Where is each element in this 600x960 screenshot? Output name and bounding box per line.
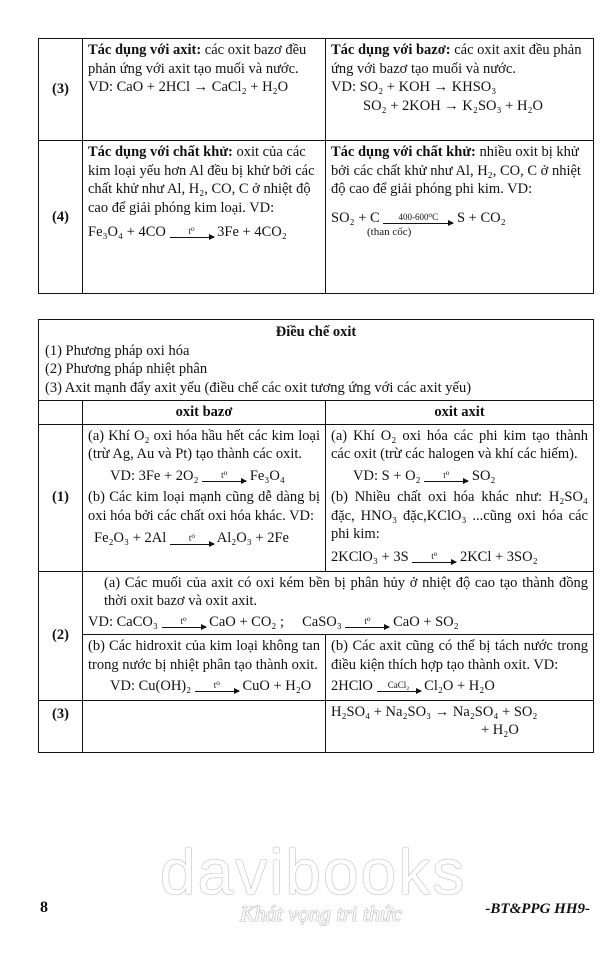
cell-acidic-oxide-oxidation [326,424,594,571]
eq-right: SO₂ [471,467,496,484]
methods-cell [39,320,594,401]
eq-note: (than cốc) [367,226,412,239]
eq-condition: t⁰ [221,470,228,480]
eq-left: 2HClO [331,678,373,695]
eq-right: 2KCl + 3SO₂ [459,549,538,566]
cell-acid-reaction [83,39,326,141]
example-equation: + H₂O [481,722,519,739]
table-row [39,320,594,401]
eq-left: Fe₃O₄ + 4CO [88,224,166,241]
eq-left: 2KClO₃ + 3S [331,549,409,566]
table-row [39,141,594,294]
cell-text: các oxit bazơ đều phản ứng với axit tạo muối và nước. [88,42,307,77]
eq-left: VD: Cu(OH)₂ [110,678,192,695]
cell-title: Tác dụng với bazơ: [331,42,451,58]
cell-strong-acid [326,700,594,752]
eq-condition: 400-600⁰C [398,211,439,222]
arrow-icon [412,552,456,563]
example-equation [331,548,588,567]
cell-text: (a) Khí O₂ oxi hóa hầu hết các kim loại (trừ Ag, Au và Pt) tạo thành các oxit. [88,427,320,463]
cell-reducer-nonmetal [326,141,594,294]
eq-condition: t⁰ [431,551,438,562]
eq-condition: t⁰ [188,226,195,237]
cell-text: (b) Các axit cũng có thể bị tách nước trong điều kiện thích hợp tạo thành oxit. VD: [331,638,588,673]
table-row [39,424,594,571]
column-header: oxit axit [326,401,594,425]
empty-cell [83,700,326,752]
watermark-logo: davibooks [160,836,467,908]
watermark-slogan: Khát vọng tri thức [240,901,402,926]
example-equation [110,677,320,696]
eq-condition: t⁰ [188,532,195,543]
example-equation [110,467,320,486]
cell-hydroxide-decomposition [83,635,326,701]
example-equation [331,677,588,696]
eq-left: SO₂ + C [331,209,380,226]
cell-text: (a) Khí O₂ oxi hóa các phi kim tạo thành các oxit (trừ các halogen và khí các hiếm). [331,427,588,463]
arrow-icon [424,471,468,482]
eq-left: VD: S + O₂ [353,467,421,484]
cell-reducer-metal [83,141,326,294]
arrow-icon [202,471,246,482]
table-row [39,571,594,635]
arrow-icon [162,617,206,628]
example-equation: VD: CaO + 2HCl → CaCl₂ + H₂O [88,79,289,96]
cell-decomposition [83,571,594,635]
eq-condition: CaCl₂ [387,680,410,691]
eq-right: CaO + SO₂ [393,613,459,630]
arrow-icon [383,213,453,224]
cell-text: nhiều oxit bị khử bởi các chất khử như Al, H₂, CO, C ở nhiệt độ cao để giải phóng phi kim. VD: [331,144,581,198]
arrow-icon [377,681,421,692]
example-equation [88,613,588,632]
eq-left: VD: 3Fe + 2O₂ [110,467,199,484]
eq-right: CuO + H₂O [242,678,312,695]
example-equation [94,529,320,548]
row-number: (1) [39,424,83,571]
section-title: Điều chế oxit [275,324,357,340]
cell-base-reaction [326,39,594,141]
book-reference: -BT&PPG HH9- [485,901,590,917]
preparation-table [38,319,594,753]
eq-condition: t⁰ [213,680,220,691]
arrow-icon [345,617,389,628]
cell-text: (b) Các hidroxit của kim loại không tan trong nước bị nhiệt phân tạo thành oxit. [88,638,320,673]
example-equation [88,223,320,242]
example-equation: VD: SO₂ + KOH → KHSO₃ [331,79,497,96]
cell-acid-dehydration [326,635,594,701]
eq-right: Cl₂O + H₂O [424,678,495,695]
eq-right: 3Fe + 4CO₂ [217,224,287,241]
cell-text: (a) Các muối của axit có oxi kém bền bị phân hủy ở nhiệt độ cao tạo thành đồng thời oxit bazơ và oxit axit. [104,574,588,610]
table-row [39,635,594,701]
eq-left: CaSO₃ [302,613,342,630]
eq-left: Fe₂O₃ + 2Al [94,530,167,547]
row-number: (3) [39,700,83,752]
cell-title: Tác dụng với axit: [88,42,202,58]
arrow-icon [170,227,214,238]
eq-condition: t⁰ [443,470,450,480]
cell-basic-oxide-oxidation [83,424,326,571]
example-equation [353,467,588,486]
eq-right: Fe₃O₄ [249,467,285,484]
method-item: (1) Phương pháp oxi hóa [45,342,190,359]
method-item: (2) Phương pháp nhiệt phân [45,361,208,378]
table-row [39,39,594,141]
cell-text: (b) Các kim loại mạnh cũng dễ dàng bị oxi hóa bởi các chất oxi hóa khác. VD: [88,489,320,524]
column-header: oxit bazơ [83,401,326,425]
table-header-row [39,401,594,425]
row-number: (4) [39,141,83,294]
table-row [39,700,594,752]
method-item: (3) Axit mạnh đẩy axit yếu (điều chế các oxit tương ứng với các axit yếu) [45,379,472,396]
arrow-icon [170,534,214,545]
eq-right: CaO + CO₂ ; [209,613,285,630]
arrow-icon [195,681,239,692]
eq-right: Al₂O₃ + 2Fe [216,530,289,547]
cell-text: oxit của các kim loại yếu hơn Al đều bị khử bởi các chất khử như Al, H₂, CO, C ở nhiệt độ cao để giải phóng kim loại. VD: [88,144,315,216]
properties-table [38,38,594,294]
cell-title: Tác dụng với chất khử: [331,144,476,160]
eq-left: VD: CaCO₃ [88,613,158,630]
cell-text: (b) Nhiều chất oxi hóa khác như: H₂SO₄ đặc, HNO₃ đặc,KClO₃ ...cũng oxi hóa các phi kim: [331,489,588,543]
row-number: (2) [39,571,83,700]
cell-title: Tác dụng với chất khử: [88,144,233,160]
cell-text: các oxit axit đều phản ứng với bazơ tạo muối và nước. [331,42,582,77]
eq-condition: t⁰ [364,615,371,626]
row-number: (3) [39,39,83,141]
example-equation: H₂SO₄ + Na₂SO₃ → Na₂SO₄ + SO₂ [331,703,538,720]
eq-condition: t⁰ [180,615,187,626]
eq-right: S + CO₂ [456,209,506,226]
page-number: 8 [40,899,48,916]
example-equation: SO₂ + 2KOH → K₂SO₃ + H₂O [363,97,543,114]
